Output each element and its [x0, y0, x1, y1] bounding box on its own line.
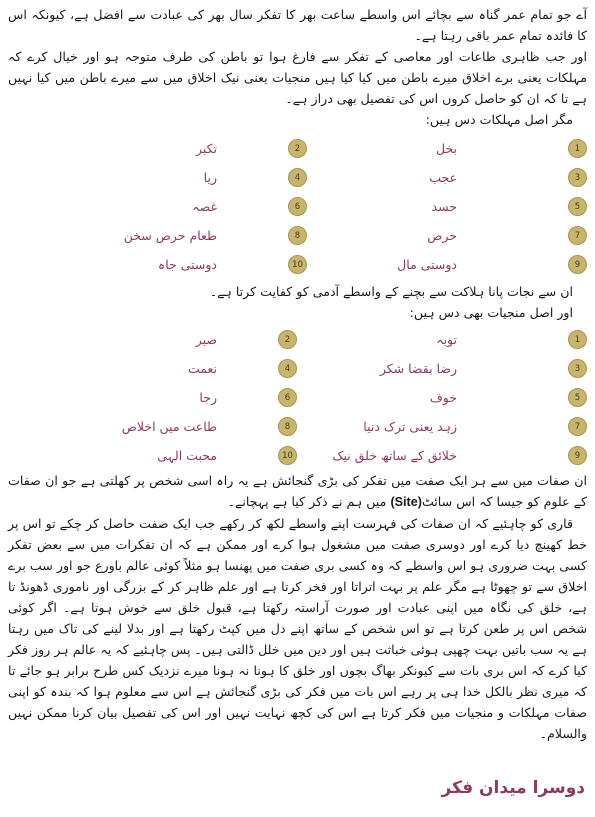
- site-label: (Site): [390, 495, 422, 509]
- number-badge: 5: [568, 197, 587, 216]
- closing-paragraph-2: قاری کو چاہئیے کہ ان صفات کی فہرست اپنے واسطے لکھ کر رکھے جب ایک صفت حاصل کر چکے تو اس پر خط کھینچ دیا کرے اور دوسری صفت میں مشغول ہوا کرے اور ممکن ہے کہ ان تفکرات میں سے بعض تفکر کسی بہت ضروری ہو اس واسطے کہ وہ کسی بری صفت میں پھنسا ہو مثلاً کوئی عالم باورع جو اور سب برے اخلاق سے تو چھوٹا ہے مگر علم پر بہت اتراتا اور فخر کرتا ہے اور علم ظاہر کر کے بزرگی اور ناموری ڈھونڈ تا ہے، خلق کی نگاہ میں اپنی عبادت اور صورت آراستہ رکھتا ہے، قبول خلق سے خوش ہوتا ہے۔ اگر کوئی شخص اس پر طعن کرتا ہے تو اس شخص کے ساتھ اپنے دل میں کپٹ رکھتا ہے اور بدلا لینے کی تاک میں رہتا ہے یہ سب باتیں بہت چھپی ہوئی خباثت ہیں اور دین میں خلل ڈالتی ہیں۔ پس چاہئیے کہ یہ عالم ہر روز فکر کیا کرے کہ اس بری بات سے کیونکر بھاگ بچوں اور خلق کا ہونا نہ ہونا میرے نزدیک کس طرح برابر ہو جائے تا کہ میری نظر بالکل خدا ہی پر رہے اس بات میں فکر کی بڑی گنجائش ہے اس سے معلوم ہوا کہ بندہ کو اپنی صفات مہلکات و منجیات میں فکر کرتا ہے اس کی کچھ نہایت نہیں اور اس کی تفصیل بیان کرنا ممکن نہیں والسلام۔: [8, 516, 587, 741]
- muhlikat-list: [8, 134, 587, 279]
- munjiyat-item-term: محبت الہی: [157, 448, 217, 463]
- muhlikat-item-term: دوستی مال: [397, 257, 457, 272]
- munjiyat-item-number: [457, 412, 587, 441]
- muhlikat-item-term: تکبر: [195, 141, 217, 156]
- munjiyat-item-term: رضا بقضا شکر: [379, 361, 457, 376]
- muhlikat-item-number: [217, 163, 307, 192]
- number-badge: 6: [288, 197, 307, 216]
- munjiyat-item-number: [457, 354, 587, 383]
- munjiyat-item-term: نعمت: [187, 361, 217, 376]
- number-badge: 1: [568, 330, 587, 349]
- number-badge: 6: [278, 388, 297, 407]
- closing-text-b: میں ہم نے ذکر کیا ہے پہچانے۔: [227, 494, 387, 509]
- muhlikat-item-number: [457, 134, 587, 163]
- munjiyat-item-number: [457, 383, 587, 412]
- munjiyat-list: [8, 325, 587, 470]
- muhlikat-item-term: حرص: [427, 228, 457, 243]
- number-badge: 5: [568, 388, 587, 407]
- number-badge: 1: [568, 139, 587, 158]
- number-badge: 7: [568, 226, 587, 245]
- munjiyat-item-term: خوف: [429, 390, 457, 405]
- muhlikat-item-number: [217, 221, 307, 250]
- number-badge: 9: [568, 255, 587, 274]
- number-badge: 7: [568, 417, 587, 436]
- number-badge: 8: [288, 226, 307, 245]
- muhlikat-item-term: طعام حرص سخن: [123, 228, 217, 243]
- munjiyat-item-number: [217, 383, 297, 412]
- number-badge: 10: [278, 446, 297, 465]
- muhlikat-item-term: عجب: [429, 170, 457, 185]
- intro-paragraph-1: آے جو تمام عمر گناہ سے بچائے اس واسطے ساعت بھر کا تفکر سال بھر کی عبادت سے افضل ہے، کیونکہ اس کا فائدہ تمام عمر باقی رہتا ہے۔: [8, 7, 587, 43]
- muhlikat-item-term: حسد: [431, 199, 457, 214]
- intro-paragraph-2: اور جب ظاہری طاعات اور معاصی کے تفکر سے فارغ ہوا تو باطن کی طرف متوجہ ہو اور خیال کرے کہ مہلکات یعنی برے اخلاق میرے باطن میں کیا کیا ہیں منجیات یعنی نیک اخلاق میں سے میرے باطن میں کیا نہیں ہے تا کہ ان کو حاصل کروں اس کی تفصیل بھی دراز ہے۔: [8, 49, 587, 106]
- munjiyat-item-term: زہد یعنی ترک دنیا: [363, 419, 457, 434]
- muhlikat-item-number: [457, 163, 587, 192]
- munjiyat-item-term: صبر: [195, 332, 217, 347]
- munjiyat-item-term: خلائق کے ساتھ خلق نیک: [332, 448, 457, 463]
- munjiyat-heading: اور اصل منجیات بھی دس ہیں:: [409, 305, 573, 320]
- section-heading: دوسرا میدان فکر: [441, 778, 585, 798]
- munjiyat-item-number: [217, 325, 297, 354]
- munjiyat-item-number: [457, 325, 587, 354]
- closing-text-a: ان صفات میں سے ہر ایک صفت میں تفکر کی بڑی گنجائش ہے یہ راہ اسی شخص پر کھلتی ہے جو ان صفات کے علوم کو جیسا کہ اس سائٹ: [8, 473, 587, 509]
- muhlikat-item-term: غصہ: [192, 199, 217, 214]
- munjiyat-item-term: توبہ: [436, 332, 457, 347]
- munjiyat-item-term: رجا: [199, 390, 217, 405]
- muhlikat-item-term: ریا: [203, 170, 217, 185]
- number-badge: 4: [278, 359, 297, 378]
- muhlikat-item-number: [217, 250, 307, 279]
- muhlikat-item-number: [457, 192, 587, 221]
- number-badge: 3: [568, 359, 587, 378]
- munjiyat-item-number: [217, 441, 297, 470]
- muhlikat-item-number: [457, 250, 587, 279]
- middle-paragraph-1: ان سے نجات پانا ہلاکت سے بچنے کے واسطے آدمی کو کفایت کرتا ہے۔: [209, 284, 573, 299]
- muhlikat-item-number: [217, 192, 307, 221]
- munjiyat-item-number: [217, 412, 297, 441]
- number-badge: 8: [278, 417, 297, 436]
- number-badge: 2: [278, 330, 297, 349]
- muhlikat-item-number: [457, 221, 587, 250]
- munjiyat-item-number: [217, 354, 297, 383]
- muhlikat-heading: مگر اصل مہلکات دس ہیں:: [425, 112, 573, 127]
- closing-paragraph-1: [8, 470, 587, 513]
- number-badge: 2: [288, 139, 307, 158]
- muhlikat-item-term: دوستی جاہ: [157, 257, 217, 272]
- muhlikat-item-term: بخل: [435, 141, 457, 156]
- number-badge: 4: [288, 168, 307, 187]
- munjiyat-item-number: [457, 441, 587, 470]
- muhlikat-item-number: [217, 134, 307, 163]
- number-badge: 3: [568, 168, 587, 187]
- number-badge: 9: [568, 446, 587, 465]
- number-badge: 10: [288, 255, 307, 274]
- munjiyat-item-term: طاعت میں اخلاص: [121, 419, 217, 434]
